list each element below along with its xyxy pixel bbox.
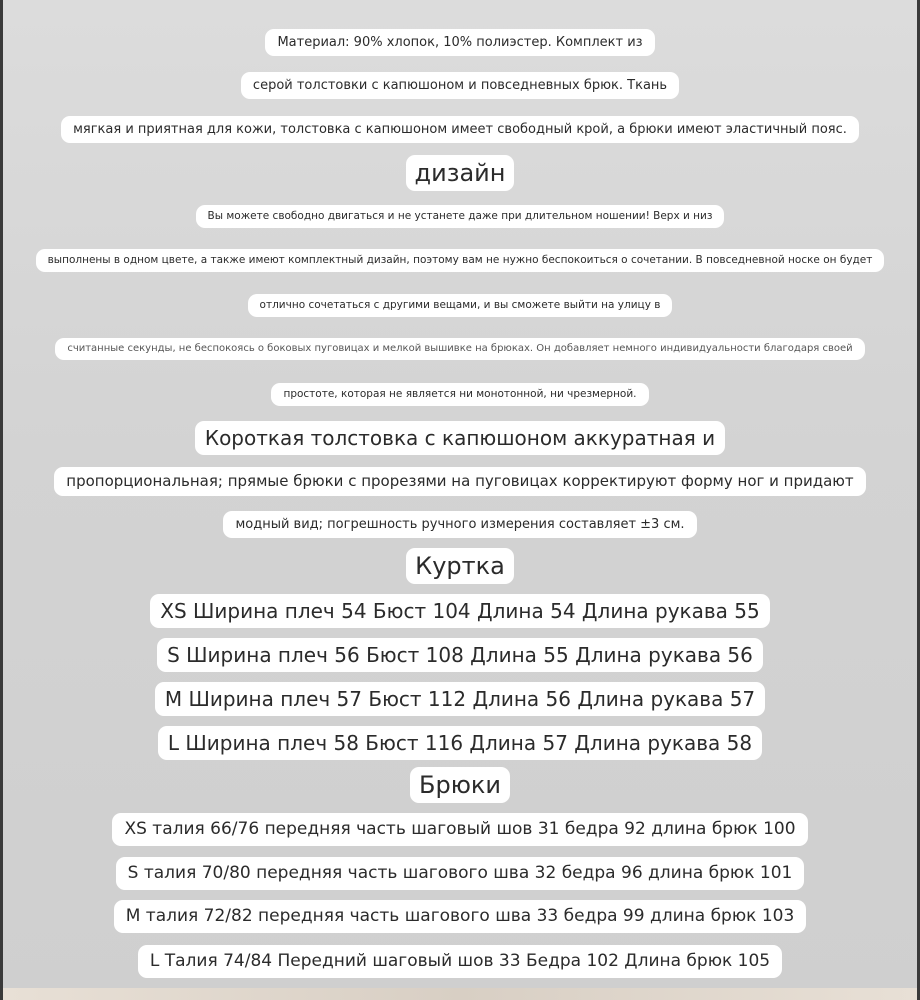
jacket-size-s: S Ширина плеч 56 Бюст 108 Длина 55 Длина рукава 56 — [157, 638, 763, 672]
pants-heading: Брюки — [410, 767, 510, 803]
jacket-heading: Куртка — [406, 548, 514, 584]
pants-size-m: M талия 72/82 передняя часть шагового шва 33 бедра 99 длина брюк 103 — [114, 900, 807, 933]
pants-heading-row — [0, 767, 920, 803]
pants-size-m-row — [0, 900, 920, 933]
design-line-1-row — [0, 205, 920, 228]
jacket-size-s-row — [0, 638, 920, 672]
jacket-size-xs: XS Ширина плеч 54 Бюст 104 Длина 54 Длина рукава 55 — [150, 594, 769, 628]
intro-line-1: Материал: 90% хлопок, 10% полиэстер. Комплект из — [265, 29, 654, 56]
pants-size-l: L Талия 74/84 Передний шаговый шов 33 Бедра 102 Длина брюк 105 — [138, 945, 782, 978]
pants-size-l-row — [0, 945, 920, 978]
jacket-size-m-row — [0, 682, 920, 716]
jacket-size-m: M Ширина плеч 57 Бюст 112 Длина 56 Длина рукава 57 — [155, 682, 765, 716]
design-line-1: Вы можете свободно двигаться и не устанете даже при длительном ношении! Верх и низ — [196, 205, 725, 228]
jacket-size-xs-row — [0, 594, 920, 628]
design-line-2: выполнены в одном цвете, а также имеют комплектный дизайн, поэтому вам не нужно беспокоиться о сочетании. В повседневной носке он будет — [36, 249, 885, 272]
pants-size-s-row — [0, 857, 920, 890]
fit-line-2: пропорциональная; прямые брюки с прорезями на пуговицах корректируют форму ног и придают — [54, 467, 865, 496]
design-line-2-row — [0, 249, 920, 272]
intro-line-2: серой толстовки с капюшоном и повседневных брюк. Ткань — [241, 72, 679, 99]
jacket-heading-row — [0, 548, 920, 584]
photo-edge-strip — [0, 988, 920, 1000]
intro-line-3: мягкая и приятная для кожи, толстовка с капюшоном имеет свободный крой, а брюки имеют эластичный пояс. — [61, 116, 859, 143]
fit-line-3-row — [0, 511, 920, 538]
intro-line-1-row — [0, 29, 920, 56]
jacket-size-l-row — [0, 726, 920, 760]
fit-line-2-row — [0, 467, 920, 496]
design-line-3-row — [0, 294, 920, 317]
design-heading-row — [0, 155, 920, 191]
fit-line-3: модный вид; погрешность ручного измерения составляет ±3 см. — [223, 511, 696, 538]
fit-line-1-row — [0, 421, 920, 455]
design-line-5: простоте, которая не является ни монотонной, ни чрезмерной. — [271, 383, 648, 406]
design-heading: дизайн — [406, 155, 515, 191]
design-line-4-row — [0, 338, 920, 360]
fit-line-1: Короткая толстовка с капюшоном аккуратная и — [195, 421, 725, 455]
jacket-size-l: L Ширина плеч 58 Бюст 116 Длина 57 Длина рукава 58 — [158, 726, 762, 760]
design-line-5-row — [0, 383, 920, 406]
intro-line-3-row — [0, 116, 920, 143]
intro-line-2-row — [0, 72, 920, 99]
pants-size-xs-row — [0, 813, 920, 846]
design-line-4: считанные секунды, не беспокоясь о боковых пуговицах и мелкой вышивке на брюках. Он добавляет немного индивидуальности благодаря своей — [55, 338, 864, 360]
design-line-3: отлично сочетаться с другими вещами, и вы сможете выйти на улицу в — [248, 294, 673, 317]
pants-size-xs: XS талия 66/76 передняя часть шаговый шов 31 бедра 92 длина брюк 100 — [112, 813, 807, 846]
pants-size-s: S талия 70/80 передняя часть шагового шва 32 бедра 96 длина брюк 101 — [116, 857, 805, 890]
